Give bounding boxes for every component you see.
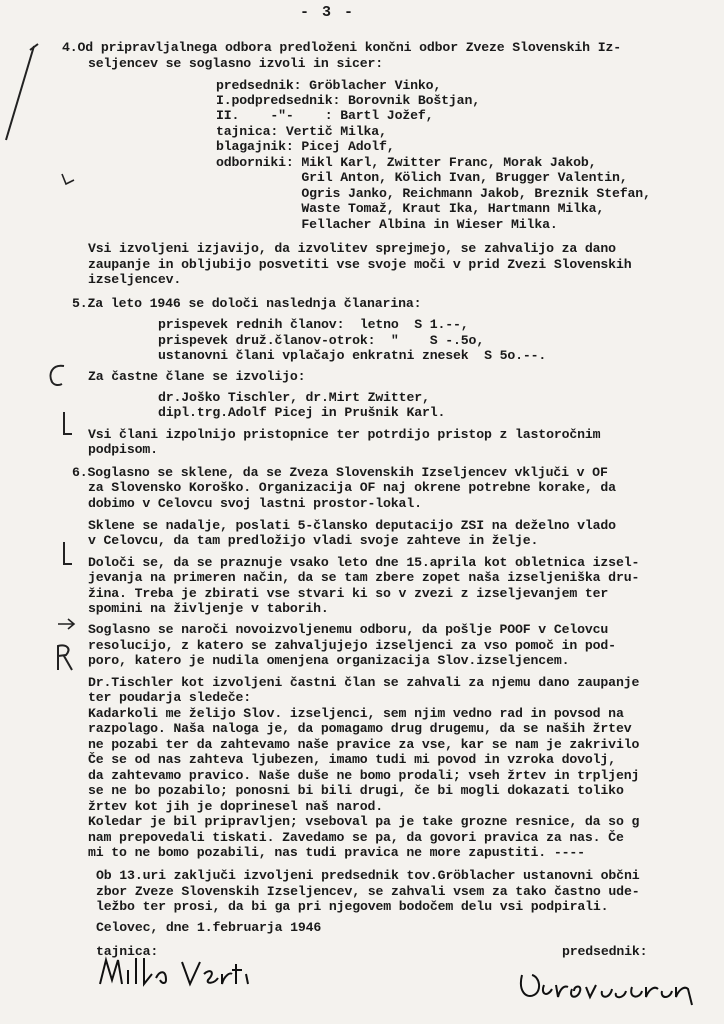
s5-intro: 5.Za leto 1946 se določi naslednja članarina: (72, 296, 422, 311)
speech-line: ter poudarja sledeče: (88, 690, 252, 705)
s6-p4-line: resolucijo, z katero se zahvaljujejo izseljenci za vso pomoč in pod- (88, 638, 616, 653)
officer-line: Ogris Janko, Reichmann Jakob, Breznik Stefan, (216, 186, 651, 201)
speech-line: da zahtevamo pravico. Naše duše ne bomo prodali; vseh žrtev in trpljenj (88, 768, 640, 783)
s6-p1-line: dobimo v Celovcu svoj lastni prostor-lokal. (88, 496, 422, 511)
speech-line: ne pozabi ter da zahtevamo naše pravice za vse, kar se nam je zakrivilo (88, 737, 640, 752)
speech-line: Kadarkoli me želijo Slov. izseljenci, sem njim vedno rad in povsod na (88, 706, 624, 721)
speech-line: se ne bo pozabilo; ponosni bi bili drugi, če bi mogli dokazati toliko (88, 783, 624, 798)
s4-intro-line-2: seljencev se soglasno izvoli in sicer: (88, 56, 384, 71)
s4-closing-line: zaupanje in obljubijo posvetiti vse svoje moči v prid Zvezi Slovenskih (88, 257, 632, 272)
honorary-line: dipl.trg.Adolf Picej in Prušnik Karl. (158, 405, 446, 420)
s6-p3-line: žina. Treba je zbirati vse stvari ki so v zvezi z izseljevanjem ter (88, 586, 609, 601)
s6-p3-line: Določi se, da se praznuje vsako leto dne 15.aprila kot obletnica izsel- (88, 555, 640, 570)
margin-r-mark (52, 642, 76, 672)
closing-line: zbor Zveze Slovenskih Izseljencev, se zahvali vsem za tako častno ude- (96, 884, 640, 899)
s6-p1-line: 6.Soglasno se sklene, da se Zveza Slovenskih Izseljencev vključi v OF (72, 465, 608, 480)
s5-closing-line: podpisom. (88, 442, 158, 457)
fee-line: prispevek rednih članov: letno S 1.--, (158, 317, 469, 332)
speech-line: Če se od nas zahteva ljubezen, imamo tudi mi povod in vzroka dovolj, (88, 752, 616, 767)
s4-intro-line-1: 4.Od pripravljalnega odbora predloženi končni odbor Zveze Slovenskih Iz- (62, 40, 621, 55)
s6-p2-line: Sklene se nadalje, poslati 5-člansko deputacijo ZSI na deželno vlado (88, 518, 616, 533)
s6-p4-line: Soglasno se naroči novoizvoljenemu odboru, da pošlje POOF v Celovcu (88, 622, 609, 637)
closing-line: ležbo ter prosi, da bi ga pri njegovem bodočem delu vsi podpirali. (96, 899, 609, 914)
fee-line: prispevek druž.članov-otrok: " S -.5o, (158, 333, 485, 348)
s5-closing-line: Vsi člani izpolnijo pristopnice ter potrdijo pristop z lastoročnim (88, 427, 601, 442)
officer-line: I.podpredsednik: Borovnik Boštjan, (216, 93, 480, 108)
margin-c-mark (46, 362, 70, 388)
s4-closing-line: Vsi izvoljeni izjavijo, da izvolitev sprejmejo, se zahvalijo za dano (88, 241, 616, 256)
officer-line: Waste Tomaž, Kraut Ika, Hartmann Milka, (216, 201, 605, 216)
margin-l-mark-1 (58, 410, 78, 440)
speech-line: Koledar je bil pripravljen; vseboval pa je take grozne resnice, da so g (88, 814, 640, 829)
closing-line: Ob 13.uri zaključi izvoljeni predsednik tov.Gröblacher ustanovni občni (96, 868, 640, 883)
officer-line: odborniki: Mikl Karl, Zwitter Franc, Morak Jakob, (216, 155, 597, 170)
officer-line: predsednik: Gröblacher Vinko, (216, 78, 442, 93)
s4-closing-line: izseljencev. (88, 272, 182, 287)
president-label: predsednik: (562, 944, 648, 959)
s6-p4-line: poro, katero je nudila omenjena organizacija Slov.izseljencem. (88, 653, 570, 668)
margin-check-mark (58, 170, 78, 190)
speech-line: mi to ne bomo pozabili, nas tudi pravica ne more zapustiti. ---- (88, 845, 585, 860)
officer-line: blagajnik: Picej Adolf, (216, 139, 395, 154)
s6-p3-line: spomini na življenje v taborih. (88, 601, 329, 616)
page-number: - 3 - (300, 4, 356, 21)
secretary-signature (96, 950, 256, 1000)
place-date: Celovec, dne 1.februarja 1946 (96, 920, 322, 935)
s6-p1-line: za Slovensko Koroško. Organizacija OF naj okrene potrebne korake, da (88, 480, 616, 495)
speech-line: razpolago. Naša naloga je, da pomagamo drug drugemu, da se naših žrtev (88, 721, 632, 736)
honorary-line: dr.Joško Tischler, dr.Mirt Zwitter, (158, 390, 430, 405)
margin-pencil-stroke (0, 40, 40, 150)
officer-line: II. -"- : Bartl Jožef, (216, 108, 434, 123)
speech-line: žrtev kot jih je doprinesel naš narod. (88, 799, 384, 814)
honorary-intro: Za častne člane se izvolijo: (88, 369, 306, 384)
margin-l-mark-2 (58, 540, 78, 570)
speech-line: nam prepovedali tiskati. Zavedamo se pa, da govori pravica za nas. Če (88, 830, 624, 845)
margin-arrow-mark (56, 616, 78, 632)
speech-line: Dr.Tischler kot izvoljeni častni član se zahvali za njemu dano zaupanje (88, 675, 640, 690)
officer-line: Gril Anton, Kölich Ivan, Brugger Valentin, (216, 170, 628, 185)
secretary-label: tajnica: (96, 944, 159, 959)
s6-p3-line: jevanja na primeren način, da se tam zbere zopet naša izseljeniška dru- (88, 570, 640, 585)
officer-line: Fellacher Albina in Wieser Milka. (216, 217, 558, 232)
officer-line: tajnica: Vertič Milka, (216, 124, 387, 139)
fee-line: ustanovni člani vplačajo enkratni znesek S 5o.--. (158, 348, 547, 363)
s6-p2-line: v Celovcu, da tam predložijo vladi svoje zahteve in želje. (88, 533, 539, 548)
president-signature (516, 965, 706, 1015)
